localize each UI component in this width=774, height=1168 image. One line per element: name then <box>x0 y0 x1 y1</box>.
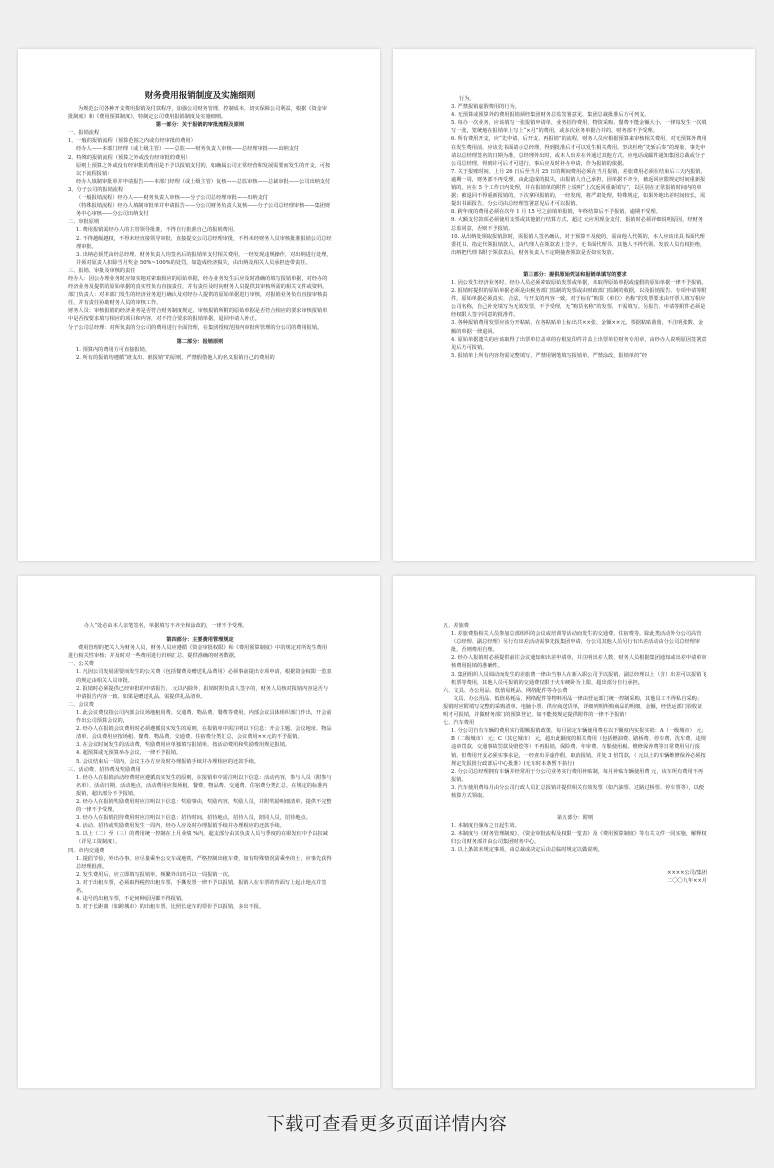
paragraph-line: 10. 从出纳处领取报销款时，需报销人签名确认，对于预算不及使的，需由他人代领的，本人应该出具书面代理委托书，指定代领报销款人，由代理人在领款表上签字，无书面代理书，其他人不得代领。发放人员有权拒绝，出纳把代理书附于领款表后，财务负责人不定期抽查领款是否如实发放。 <box>451 233 706 256</box>
paragraph-line: 1. 因公发生经济业务时，经办人员必须索取原始发票或单据，未取得原始单据或虚假的原始单据一律不予报销。 <box>451 279 707 286</box>
paragraph-line: 第一部分：关于报销的审批流程及原则 <box>155 122 245 129</box>
paragraph-line: 3. 对于出租车票，必须取得税控出租车票，手撕发票一律不予以报销，报销人在车票的背面写上起止地点并签名。 <box>76 879 327 894</box>
paragraph-line <box>443 800 707 814</box>
paragraph-line: 2. 报销时提供的原始单据必须是由税务部门监制的发票或由财政部门监制的收据，以及报销报告、专项申请等附件，原始单据必须真实、合法，与开支的内容一致，对于标有“购货（单位）名称”的发票要求由开票人填写相应公司名称，自己补充填写为无效发票，不予受理，无“购货名称”的发票，不需填写。另报告、申请等附件必须是经权限人签字同意的批准件。 <box>451 288 707 319</box>
paragraph-line: 3. 汽车使用费每月由分公司行政人员汇总报销并提供相关有效发票（如汽油票、过路过桥票、停车票等），以便核算方式领取。 <box>451 784 704 799</box>
paragraph-line: 3. 经办人在报销招待费用时应注明以下信息：招待时间，招待地点，招待人员，陪同人员，招待地点。 <box>76 815 311 822</box>
paragraph-line: （一般报销流程）经办人——财务负责人审核——分子公司总经理审批——出纳支付 <box>76 195 268 202</box>
paragraph-line: 六、文具、办公用品、低值易耗品、网络配件等办公费 <box>443 687 568 694</box>
paragraph-line: 第四部分：主要费用管理规定 <box>166 637 234 644</box>
download-more-caption[interactable]: 下载可查看更多页面详情内容 <box>266 1114 508 1135</box>
document-page-1 <box>18 49 380 561</box>
paragraph-line: 一、公关费 <box>68 661 94 668</box>
paragraph-line: 5. 以上（二）至（三）的费用统一控制在上月业绩 %内，超支部分由其负责人员与季度的在职发红中予以扣减（详见工资制度）。 <box>76 831 328 846</box>
page-3-content <box>68 622 332 911</box>
paragraph-line: 经办人：因公办理业务时应如实地对索取相应的原始单据，经办业务发生后应及时准确的填写报销单据，对经办的经济业务及提供的原始单据的真实性负有直接责任，并有责任及时向财务人员提供其审核所需的相关文件或资料。 <box>68 275 328 291</box>
paragraph-line: 办人”处必由本人亲笔签名，单据填写不齐全和涂改的，一律不予受理。 <box>84 623 248 629</box>
paragraph-line: 1. 预算内的费用方可直接报销。 <box>76 346 151 353</box>
paragraph-line: 2. 经办人在报销会议费用时必须遵循真实发生的原则，在报销单中需注明以下信息：开会主题、会议地址、物品清单、会议费用应按场租、餐费、物品费、交通费、住宿费分类汇总，会议费用××元的不予报销。 <box>76 726 332 741</box>
paragraph-line: 4. 无预算或预算外的费用报销须经集团财务总监签署意见，集团总裁批准后方可列支。 <box>451 112 650 119</box>
paragraph-line: 1. 本制度自颁布之日起生效。 <box>451 823 520 830</box>
paragraph-line: 为规范公司各种开支费用报销及付款程序，加强公司财务管理，控制成本，切实保障公司利益，根据《资金审批制度》和《费用预算制度》，特制定公司费用报销制度及实施细则。 <box>68 106 328 121</box>
paragraph-line: 第二部分：报销原则 <box>176 338 224 345</box>
document-page-2 <box>393 49 755 561</box>
paragraph-line: 二〇〇九年××月 <box>667 877 707 884</box>
paragraph-line: 6. 所有费用开支，应“先申请、后开支、再报销”的流程，财务人员应根据预算来审核相关费用，对无预算外费用在发生费用前，应该先书面请示总经理，得到批准后才可以发生相关费用。坚决杜绝“先斩后奏”的现象，事先申请以总经理签名的日期为准，总经理外出时，或本人出差在外通过其他方式，应电话或邮件通知集团总裁或分子公司总经理，得到许可后才可进行，事后应及时补办申请，作为报销的依据。 <box>451 136 707 167</box>
paragraph-line: 3. 各种报销费用发票应该分开粘贴，在各粘贴单上标出共××张、金额××元。票据粘贴凿凿，不注明张数、金额的单据一律退回。 <box>451 320 704 335</box>
paragraph-line: 1. 此会议费仅指公司内部会议场地租用费、交通费、物品费、餐费等费用，内部会议具体组织部门作出，开会前作出公司预算会议的， <box>76 709 332 725</box>
paragraph-line: 3. 出纳必须凭由经总经理、财务负责人均签名后的报销单支付相关费用，一经发现违规操作，对出纳进行处理，并须对原责人扣除当月奖金 50%~100%的处罚，如造成经济损失，由出纳及相关人员承担连带责任。 <box>76 251 332 266</box>
page-1-content <box>68 91 332 362</box>
paragraph-line: 二、会议费 <box>68 701 94 708</box>
paragraph-line: 1. 凡因公司发展需要而发生的公关费（包括餐费及赠送礼品费用）必须事前提出专项申请，根据资金权限一览表的规定由相关人员审批。 <box>76 669 332 684</box>
paragraph-line: 部门负责人：对本部门发生的经济业务进行确认及对经办人提供的原始单据进行审核，对报销业务负有直接审核责任，并有责任协助财务人员的审核工作。 <box>68 292 328 307</box>
paragraph-line: 5. 对于长距离（如跨城市）的出租车票，比照长途车的票价予以报销，多出不报。 <box>76 904 265 911</box>
paragraph-line <box>443 257 707 271</box>
paragraph-line: 3. 在会议时间发生的活动费，奖励费用应单独填写报销单，按活动费用和奖励费用规定报销。 <box>76 742 291 749</box>
paragraph-line: 费用管理的把关人为财务人员，财务人员应遵循《资金审批权限》和《费用预算制度》中的规定对所发生费用进行相关性审核；并及时对一些费用进行归纳汇总，提供准确的财务数据。 <box>68 645 328 660</box>
page-4-content <box>443 622 707 885</box>
paragraph-line: 1、一般的报销流程（预算范围之内或有经审批的费用） <box>68 138 196 145</box>
paragraph-line: 2. 分公司总经理拥有车辆并经常用于分公司业务实行费用补贴制，每月补贴车辆使用费 元，该车所有费用不再报销。 <box>451 768 704 783</box>
paragraph-line: 3. 集团组织人员调动而发生的差旅费一律由当事人在新入职公司予以报销，副总经理以上（含）出差可以报销飞机票等费用，其他人员可报销的交通费仅限于火车硬卧为上限，超出部分自行承担。 <box>451 671 707 686</box>
paragraph-line: 2. 本制度与《财务管理制度》、《资金审批流程及权限一览表》及《费用预算制度》等有关文件一同实施，解释权归公司财务部并由公司集团财务中心。 <box>451 831 707 846</box>
paragraph-line: 第三部分：提供原始凭证和报销单填写的要求 <box>523 271 627 278</box>
paragraph-line: 行为。 <box>459 96 475 102</box>
paragraph-line: 3、分子公司的报销流程 <box>68 186 124 193</box>
paragraph-line: （特殊报销流程）经办人填制审批单并申请报告——分公司财务负责人复核——分子公司总经理审核——集团财务中心审核——分公司出纳支付 <box>76 203 331 218</box>
paragraph-line: 3. 以上条款未规定事项，由总裁或决定后由总临时规定以做说明。 <box>451 847 603 854</box>
paragraph-line: 2. 报销时必须提供已经审批的申请报告， 元以内除外，报销时附负责人签字的，财务人员核对报销内容是否与申请报告内容一致，如果是赠送礼品，需提供礼品清单。 <box>76 685 329 700</box>
paragraph-line: 原则上预算之外或没有经审批的费用是不予以报销支付的，如确属公司正常经营和发展需要而发生的开支，可按以下流程报销： <box>76 162 331 177</box>
paragraph-line: 二、审批原则 <box>68 219 100 226</box>
paragraph-line: 一、报销流程 <box>68 130 100 137</box>
document-page-4 <box>393 576 755 1088</box>
paragraph-line: 1. 费用报销需经办人的主管领导批准，不得自行批准自己的报销费用。 <box>76 227 239 234</box>
paragraph-line: 5. 每办一次业务，应该填写一张报销申请单，业务招待费用、物资采购、餐费不能金额大小，一律每发生一次填写一张，笼统地在报销单上写上“×月”的费用，或多次业务单据合并的，财务部不予受理。 <box>451 120 707 135</box>
paragraph-line: 3. 严禁报销虚假费用的行为。 <box>451 104 520 111</box>
paragraph-line: 4. 超预算或无预算举办会议，一律不予报销。 <box>76 750 182 757</box>
paragraph-line: 2. 不得越级越权，不得未经直接领导审批，直接提交公司总经理审批，不得未经财务人员审核批准报销公司总经理审批。 <box>76 235 332 250</box>
paragraph-line: 4. 原始单据遗失的应该取得了出票单位盖章的存根复印件并盖上出票单位财务专用章，由经办人说明原因签署意见后方可报销。 <box>451 336 707 351</box>
paragraph-line: 2、特殊的报销流程（预算之外或没有经审批的费用） <box>68 154 191 161</box>
paragraph-line: 四、市内交通费 <box>68 847 105 854</box>
page-3-body <box>68 622 332 911</box>
paragraph-line: 五、差旅费 <box>443 623 469 629</box>
paragraph-line: 财务人员：审核报销的经济业务是否符合财务制度规定，审核报销所附的原始单据是否符合相应的要求审核报销单中是否按要求填写相应的项目和内容，对不符合要求的报销单据，退回申请人补正。 <box>68 308 328 323</box>
paragraph-line: 9. 大额支付款项必须使用支票或其他银行结算方式，超过 元应用现金支付，报销时必须详细说明原因，经财务总监同意，否则不予报销。 <box>451 217 704 232</box>
paragraph-line: 8. 跨年度的费用必须在次年 1 月 15 号之前填单报销，年终结算后不予报销，逾期不受理。 <box>451 209 661 216</box>
paragraph-line: 分子公司总经理：对所负责的分公司的费用进行全面管理，在集团授权范围内审批所管理的分公司的费用报销。 <box>68 324 323 331</box>
page-1-body <box>68 105 332 362</box>
paragraph-line: 2. 发生费用后，应立即填写报销单，频繁外出的可以一周报销一次。 <box>76 871 234 878</box>
paragraph-line: 1. 经办人在报销活动经费时应遵循真实发生的原则，在报销单中需注明以下信息：活动内容，参与人员（附参与名单）、活动日期、活动地点，活动费用应按场租、餐费、物品费、交通费、住宿费分类汇总，在规定的标准内报销，超出部分不予报销。 <box>76 774 332 797</box>
paragraph-line: 文具、办公用品、低值易耗品、网络配件等物料用品一律由营运部门统一控制采购，其他员工不得私自采购；报销时应附填写完整的采购清单、电脑小票、供应商送货单，详细列明所购商品的明细，金额，经营运部门验收证明才可报销，并做财务部门的预算登记，如不能按规定提供附件的一律不予报销！ <box>443 695 703 719</box>
paragraph-line: 1. 差旅费指相关人员参加总部组织的会议或培训等活动而发生的交通费、住宿费等。除此类活动外分公司高管（总经理、副总经理）另行有出差活动需事先报集团申请，分公司其他人员另行有出差活动由分公司总经理审批，否则费用自理。 <box>451 631 702 654</box>
paragraph-line: 5. 会议结束后一周内，会议主办方应及时办理报销手续并办理相应的还款手续。 <box>76 758 259 765</box>
paragraph-line: 2. 经办人在报销奖励费用时应注明以下信息：奖励事由，奖励内容，奖励人员，并附奖励明细清单，提供不完整的一律不予受理。 <box>76 798 332 814</box>
page-2-content <box>443 95 707 360</box>
paragraph-line <box>443 855 707 869</box>
paragraph-line: 1. 提倡节俭，外出办事，应尽量乘坐公交车或地铁，严格控制出租车费，如有特殊情况需乘坐的士，应事先获得总经理批准。 <box>76 855 332 870</box>
document-page-3 <box>18 576 380 1088</box>
paragraph-line: 七、汽车费用 <box>443 720 475 727</box>
paragraph-line: 第五部分：附则 <box>556 815 594 822</box>
paragraph-line: 7. 关于报账时间，上月 26 日后至当月 25 日的期间费用必须在当月报销，差旅费用必须在结束后三天内报销，逾期一周，财务部不再受理，由此造成的损失，由报销人自己承担，因单据不齐全，被返回应限规定时间重新报销的，应在 5 个工作日内处理，并在报销单的附件上说明“上次返回重新填写”，以区别在正常报销时间内的单据；被退回不得重新报销的，下次拿回报销的，一经发现，将严肃处理。特殊规定，如果外地出差时间较长，需提出书面报告，分公司由总经理签署意见后才可以报销。 <box>451 168 706 208</box>
paragraph-line: 三、活动费、招待费及奖励费用 <box>68 766 141 773</box>
paragraph-line: 2. 经办人报销时必须提供前往会议通知和出差申请单，并注明出差人数，财务人员根据集团通知或出差申请单审核费用报销的准确性。 <box>451 655 707 670</box>
page-2-body <box>443 95 707 360</box>
paragraph-line: ××××公司/集团 <box>667 869 707 876</box>
document-title: 财务费用报销制度及实施细则 <box>144 91 256 101</box>
paragraph-line: 4. 活动、招待或奖励费用发生一周内，经办人应及时办理报销手续并办理相应的还款手续。 <box>76 823 285 830</box>
page-4-body <box>443 622 707 885</box>
paragraph-line: 三、报销、审批及审核的责任 <box>68 267 136 274</box>
paragraph-line: 5. 报销单上所有内容均需完整填写，严禁用钢笔填写报销单，严禁涂改，报销单的“经 <box>451 352 648 359</box>
paragraph-line: 经办人——本部门经理（或上级主管）——总监——财务负责人审核——总经理审批——出纳支付 <box>76 146 300 153</box>
paragraph-line: 4. 违号的出租车票，不论何种原因都不得报销。 <box>76 896 187 903</box>
paragraph-line: 经办人填制审批单并申请报告——本部门经理（或上级主管）复核——总监审核——总裁审批——公司出纳支付 <box>76 178 331 185</box>
paragraph-line: 2. 所有的报销均遵循“谁支出、谁报销”的原则，严禁假借他人的名义报销自己的费用的 <box>76 354 275 361</box>
paragraph-line: 1. 分公司自有车辆的费用实行限额报销政策，每月固定车辆使用费在以下额度内实报实销：A（一级城市） 元；B（二级城市） 元；C（其它城市） 元，超出此额度的相关费用（包括燃油费、路桥费、停车费、洗车费、违规违章罚款、交通事故罚款及赔偿等）不再报销，保险费、年审费、车船使用税、维修保养费等日常费用另行报销，但费用开支必须实事求是，一经查出弄虚作假，取消报销，并处 3 倍罚款，（ 元以上的车辆维修保养必须按规定先报批行政部后中心批准）(无车时本条暂不执行) <box>451 728 707 767</box>
